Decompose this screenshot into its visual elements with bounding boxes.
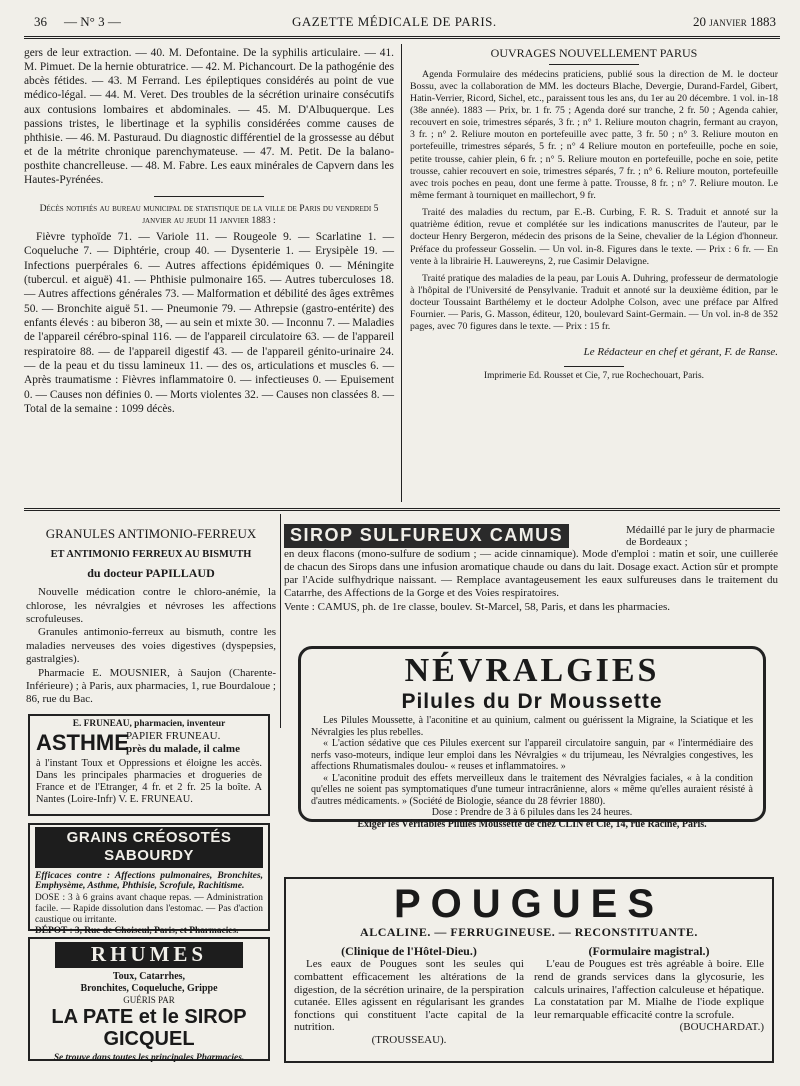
camus-medal: Médaillé par le jury de pharmacie de Bordeaux ;	[626, 524, 775, 549]
journal-title: GAZETTE MÉDICALE DE PARIS.	[292, 14, 497, 29]
deces-text: Fièvre typhoïde 71. — Variole 11. — Rougeole 9. — Scarlatine 1. — Coqueluche 7. — Diphtérie, croup 40. — Dysenterie 1. — Erysipèle 19. — Infections puerpérales 6. — Autres affections épidémiques 0. — Méningite (tubercul. et aiguë) 41. — Phthisie pulmonaire 165. — Autres tuberculoses 18. — Autres affections générales 73. — Malformation et débilité des âges extrêmes 50. — Bronchite aiguë 51. — Pneumonie 79. — Athrepsie (gastro-entérite) des enfants élevés : au biberon 38, — au sein et mixte 30. — Inconnu 7. — Maladies de l'appareil cérébro-spinal 116. — de l'appareil circulatoire 63. — de l'appareil respiratoire 88. — de l'appareil digestif 43. — de l'appareil génito-urinaire 24. — de la peau et du tissu lamineux 11. — des os, articulations et muscles 6. — Après traumatisme : Fièvres inflammatoire 0. — infectieuses 0. — Epuisement 0. — Causes non définies 0. — Morts violentes 32. — Causes non classées 8. — Total de la semaine : 1099 décès.	[24, 230, 394, 416]
separator	[564, 366, 624, 367]
pougues-left-head: (Clinique de l'Hôtel-Dieu.)	[341, 943, 477, 958]
granules-title1: GRANULES ANTIMONIO-FERREUX	[45, 526, 257, 541]
page-number: 36	[34, 14, 47, 29]
grains-l2: DOSE : 3 à 6 grains avant chaque repas. — Administration facile. — Rapide dissolution dans l'estomac. — Pas d'action caustique ou irritante.	[35, 893, 263, 925]
pougues-title: POUGUES	[393, 882, 665, 926]
separator	[154, 196, 264, 197]
grains-l1: Efficaces contre : Affections pulmonaires, Bronchites, Emphysème, Asthme, Phthisie, Scrofule, Rachitisme.	[35, 869, 263, 892]
fruneau-head: E. FRUNEAU, pharmacien, inventeur	[72, 719, 226, 729]
page-header	[34, 14, 776, 32]
rhumes-l5: Se trouve dans toutes les principales Pharmacies.	[53, 1052, 245, 1063]
ad-fruneau	[28, 714, 270, 816]
granules-p2: Granules antimonio-ferreux au bismuth, contre les maladies nerveuses des voies digestives (dyspepsies, gastralgies).	[26, 626, 276, 666]
grains-title: GRAINS CRÉOSOTÉS SABOURDY	[35, 827, 263, 868]
nevralgies-p1: Les Pilules Moussette, à l'aconitine et au quinium, calment ou guérissent la Migraine, la Sciatique et les Névralgies les plus rebelles.	[311, 715, 753, 738]
pougues-sub: ALCALINE. — FERRUGINEUSE. — RECONSTITUANTE.	[360, 925, 698, 939]
pougues-left	[294, 944, 524, 1048]
book-rectum: Traité des maladies du rectum, par E.-B. Curbing, F. R. S. Traduit et annoté sur la quatrième édition, revue et complétée sur les indications manuscrites de l'auteur, par le docteur Henry Bergeron, médecin des prisons de la Seine, chevalier de la Légion d'honneur. Préface du professeur Gosselin. — Un vol. in-8. Figures dans le texte. — Prix : 6 fr. — En vente à la librairie H. Lauwereyns, 2, rue Casimir Delavigne.	[410, 207, 778, 267]
granules-title2: ET ANTIMONIO FERREUX AU BISMUTH	[50, 548, 252, 560]
header-rule	[24, 36, 780, 39]
rhumes-title: RHUMES	[55, 942, 243, 968]
ads-rule	[24, 508, 780, 511]
pougues-left-text: Les eaux de Pougues sont les seules qui combattent efficacement les altérations de la digestion, de la sécrétion urinaire, de la perspiration cutanée. Elles agissent en régularisant les grandes fonctions qui constituent l'acte capital de la nutrition.	[294, 958, 524, 1034]
pougues-right-head: (Formulaire magistral.)	[588, 943, 710, 958]
pougues-right-text: L'eau de Pougues est très agréable à boire. Elle rend de grands services dans la glycosurie, les calculs urinaires, l'affection calculeuse et hépatique. La constatation par M. Mialhe de l'iode explique leur remarquable efficacité contre la scrofule.	[534, 958, 764, 1021]
ad-rhumes	[28, 937, 270, 1061]
separator	[549, 64, 639, 65]
granules-p3: Pharmacie E. MOUSNIER, à Saujon (Charente-Inférieure) ; à Paris, aux pharmacies, 1, rue Bourdaloue ; 86, rue du Bac.	[26, 666, 276, 706]
nevralgies-p3: « L'aconitine produit des effets merveilleux dans le traitement des Névralgies faciales, « à la condition qu'elles ne soient pas symptomatiques d'une tumeur intracrânienne, alors « même qu'elles auraient résisté à d'autres médicaments. » (Société de Biologie, séance du 28 février 1880).	[311, 772, 753, 807]
pougues-right	[534, 944, 764, 1048]
nevralgies-dose: Dose : Prendre de 3 à 6 pilules dans les 24 heures.	[431, 807, 633, 819]
column-divider	[401, 44, 402, 502]
rhumes-l1: Toux, Catarrhes,	[112, 970, 186, 982]
rhumes-l3: GUÉRIS PAR	[123, 994, 175, 1005]
thesis-list: gers de leur extraction. — 40. M. Defontaine. De la syphilis articulaire. — 41. M. Pimuet. De la hernie obturatrice. — 42. M. Pichancourt. De la pathogénie des abcès fétides. — 43. M Ferrand. Les épileptiques considérés au point de vue médico-légal. — 44. M. Veret. Des troubles de la sécrétion urinaire consécutifs aux contusions lombaires et abdominales. — 45. M. D'Albuquerque. Les passions tristes, le libertinage et la syphilis considérées comme causes de phthisie. — 46. M. Pasturaud. Du diagnostic différentiel de la grossesse au début et de la métrite chronique parenchymateuse. — 47. M. Petit. De la balano-posthite chancrelleuse. — 48. M. Fabre. Les eaux minérales de Capvern dans les Hautes-Pyrénées.	[24, 47, 394, 187]
pougues-right-sig: (BOUCHARDAT.)	[679, 1021, 764, 1034]
fruneau-rest: à l'instant Toux et Oppressions et éloigne les accès. Dans les principales pharmacies et drogueries de France et de l'Etranger, 4 fr. et 2 fr. 25 la boîte. A Nantes (Loire-Infr) V. E. FRUNEAU.	[36, 758, 262, 806]
camus-title: SIROP SULFUREUX CAMUS	[284, 524, 569, 548]
camus-text: en deux flacons (mono-sulfure de sodium ; — acide cinnamique). Mode d'emploi : matin et soir, une cuillerée de chacun des Sirops dans une infusion aromatique chaude ou dans du lait. Dosage exact. Action sûr et prompte par l'Acide sulfhydrique naissant. — Remplace avantageusement les eaux sulfureuses dans le traitement du Catarrhe, des Affections de la Gorge et des Voies respiratoires.	[284, 548, 778, 599]
book-peau: Traité pratique des maladies de la peau, par Louis A. Duhring, professeur de dermatologie à l'hôpital de l'Université de Pensylvanie. Traduit et annoté sur la deuxième édition, par le docteur Toussaint Barthélemy et le docteur Adolphe Colson, avec une préface par Alfred Fournier. — Paris, G. Masson, éditeur, 120, boulevard Saint-Germain. — Un vol. in-8 de 352 pages, avec 70 figures dans le texte. — Prix : 15 fr.	[410, 272, 778, 333]
granules-title3: du docteur PAPILLAUD	[87, 565, 215, 580]
books-title: OUVRAGES NOUVELLEMENT PARUS	[490, 46, 698, 60]
issue-number: — N° 3 —	[64, 14, 121, 29]
right-column	[410, 46, 778, 382]
grains-l3: DÉPOT : 3, Rue de Choiseul, Paris, et Pharmacies.	[35, 926, 239, 937]
ad-granules	[26, 526, 276, 707]
fruneau-big: ASTHME	[36, 730, 129, 756]
ad-pougues	[284, 877, 774, 1063]
rhumes-l4: LA PATE et le SIROP GICQUEL	[51, 1005, 247, 1050]
pougues-left-sig: (TROUSSEAU).	[371, 1034, 447, 1047]
ad-camus	[284, 524, 778, 614]
rhumes-l2: Bronchites, Coqueluche, Grippe	[80, 982, 218, 994]
ad-grains	[28, 823, 270, 937]
editor-signature: Le Rédacteur en chef et gérant, F. de Ranse.	[583, 345, 778, 358]
issue-date: 20 janvier 1883	[693, 14, 776, 29]
deces-title: Décès notifiés au bureau municipal de statistique de la ville de Paris du vendredi 5 janvier au jeudi 11 janvier 1883 :	[39, 203, 379, 227]
printer-line: Imprimerie Ed. Rousset et Cie, 7, rue Rochechouart, Paris.	[484, 370, 704, 381]
ads-divider	[280, 514, 281, 728]
ad-nevralgies	[298, 646, 766, 831]
granules-p1: Nouvelle médication contre le chloro-anémie, la chlorose, les névralgies et névroses les affections scrofuleuses.	[26, 586, 276, 625]
nevralgies-exiger: Exiger les Véritables Pilules Moussette de chez CLIN et Cie, 14, rue Racine, Paris.	[357, 819, 707, 831]
fruneau-l1: PAPIER FRUNEAU.	[126, 730, 221, 743]
nevralgies-p2: « L'action sédative que ces Pilules exercent sur l'appareil circulatoire sanguin, par « l'intermédiaire des nerfs vaso-moteurs, indique leur emploi dans les Névralgies « du trijumeau, les Névralgies congestives, les affections Rhumatismales doulou- « reuses et inflammatoires. »	[311, 738, 753, 773]
left-column	[24, 46, 394, 416]
book-agenda: Agenda Formulaire des médecins praticiens, publié sous la direction de M. le docteur Bossu, avec la collaboration de MM. les docteurs Blache, Devergie, Durand-Fardel, Gibert, Hatin-Verrier, Ricord, Sichel, etc., paraissent tous les ans, du 1er au 20 décembre. 1 vol. in-18 (38e année). 1883 — Prix, br. 1 fr. 75 ; Agenda doré sur tranche, 2 fr. 50 ; Agenda cahier, recouvert en soie, trimestres séparés, 3 fr. ; n° 1. Reliure mouton chagrin, fermant au crayon, 3 fr. ; n° 2. Reliure mouton en portefeuille avec patte, 3 fr. 50 ; n° 3. Reliure mouton en portefeuille, trimestres séparés, 5 fr. ; n° 4 Reliure mouton en portefeuille, poche en soie, petite trousse, cahier plein, 6 fr. ; n° 5. Reliure mouton en portefeuille, poche en soie, petite trousse, cahier recouvert en soie, trimestres séparés, 7 fr. ; n° 6. Reliure mouton, portefeuille avec trois poches en peau, dont une ferme à patte. Trousse, 8 fr. ; n° 7. Reliure mouton. Le même fermant à tourniquet en maillechort, 9 fr.	[410, 68, 778, 202]
fruneau-l2: près du malade, il calme	[126, 743, 240, 756]
camus-vente: Vente : CAMUS, ph. de 1re classe, boulev. St-Marcel, 58, Paris, et dans les pharmacies.	[284, 600, 671, 613]
nevralgies-sub: Pilules du Dr Moussette	[401, 689, 663, 713]
nevralgies-title: NÉVRALGIES	[404, 652, 660, 689]
